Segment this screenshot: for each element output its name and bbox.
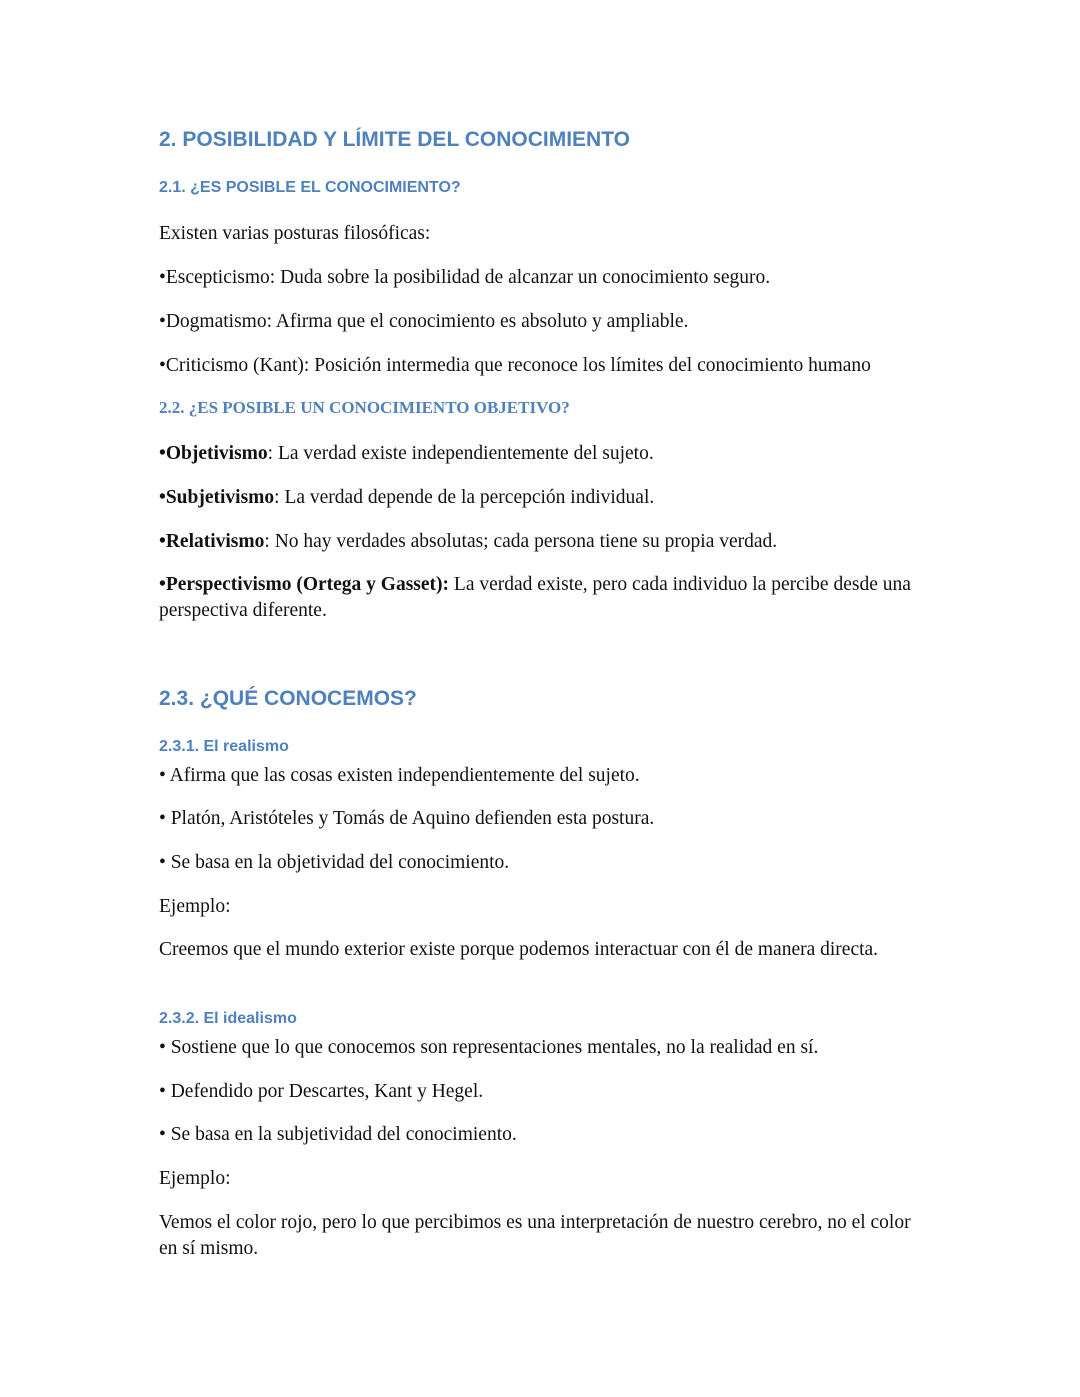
term: •Subjetivismo (159, 487, 275, 508)
example-text: Creemos que el mundo exterior existe porque podemos interactuar con él de manera directa. (159, 939, 879, 960)
example-text: Vemos el color rojo, pero lo que percibimos es una interpretación de nuestro cerebro, no el color en sí mismo. (159, 1212, 911, 1259)
subsection-title-2-3: 2.3. ¿QUÉ CONOCEMOS? (159, 687, 417, 710)
definition: : La verdad depende de la percepción individual. (274, 487, 655, 508)
definition: : No hay verdades absolutas; cada persona tiene su propia verdad. (264, 531, 778, 552)
list-item: • Sostiene que lo que conocemos son representaciones mentales, no la realidad en sí. (159, 1037, 819, 1058)
subsubsection-title-idealismo: 2.3.2. El idealismo (159, 1010, 297, 1027)
list-item (159, 529, 929, 555)
term: •Objetivismo (159, 443, 268, 464)
list-item: • Afirma que las cosas existen independientemente del sujeto. (159, 765, 640, 786)
definition: La verdad existe, pero cada individuo la percibe desde una perspectiva diferente. (159, 574, 911, 621)
subsubsection-title-realismo: 2.3.1. El realismo (159, 738, 289, 755)
list-item: • Se basa en la objetividad del conocimiento. (159, 852, 510, 873)
intro-paragraph: Existen varias posturas filosóficas: (159, 223, 431, 244)
list-item: • Defendido por Descartes, Kant y Hegel. (159, 1081, 484, 1102)
subsection-title-2-1: 2.1. ¿ES POSIBLE EL CONOCIMIENTO? (159, 179, 461, 196)
list-item: • Platón, Aristóteles y Tomás de Aquino defienden esta postura. (159, 808, 655, 829)
section-title: 2. POSIBILIDAD Y LÍMITE DEL CONOCIMIENTO (159, 128, 631, 151)
list-item: •Escepticismo: Duda sobre la posibilidad de alcanzar un conocimiento seguro. (159, 267, 771, 288)
term: •Relativismo (159, 531, 265, 552)
term: •Perspectivismo (Ortega y Gasset): (159, 574, 450, 595)
list-item (159, 485, 929, 511)
list-item (159, 572, 929, 624)
definition: : La verdad existe independientemente del sujeto. (267, 443, 654, 464)
list-item: • Se basa en la subjetividad del conocimiento. (159, 1124, 517, 1145)
example-label: Ejemplo: (159, 896, 231, 917)
list-item: •Dogmatismo: Afirma que el conocimiento es absoluto y ampliable. (159, 311, 689, 332)
subsection-title-2-2: 2.2. ¿ES POSIBLE UN CONOCIMIENTO OBJETIVO? (159, 398, 570, 417)
example-label: Ejemplo: (159, 1168, 231, 1189)
list-item (159, 441, 929, 467)
list-item: •Criticismo (Kant): Posición intermedia que reconoce los límites del conocimiento humano (159, 355, 871, 376)
